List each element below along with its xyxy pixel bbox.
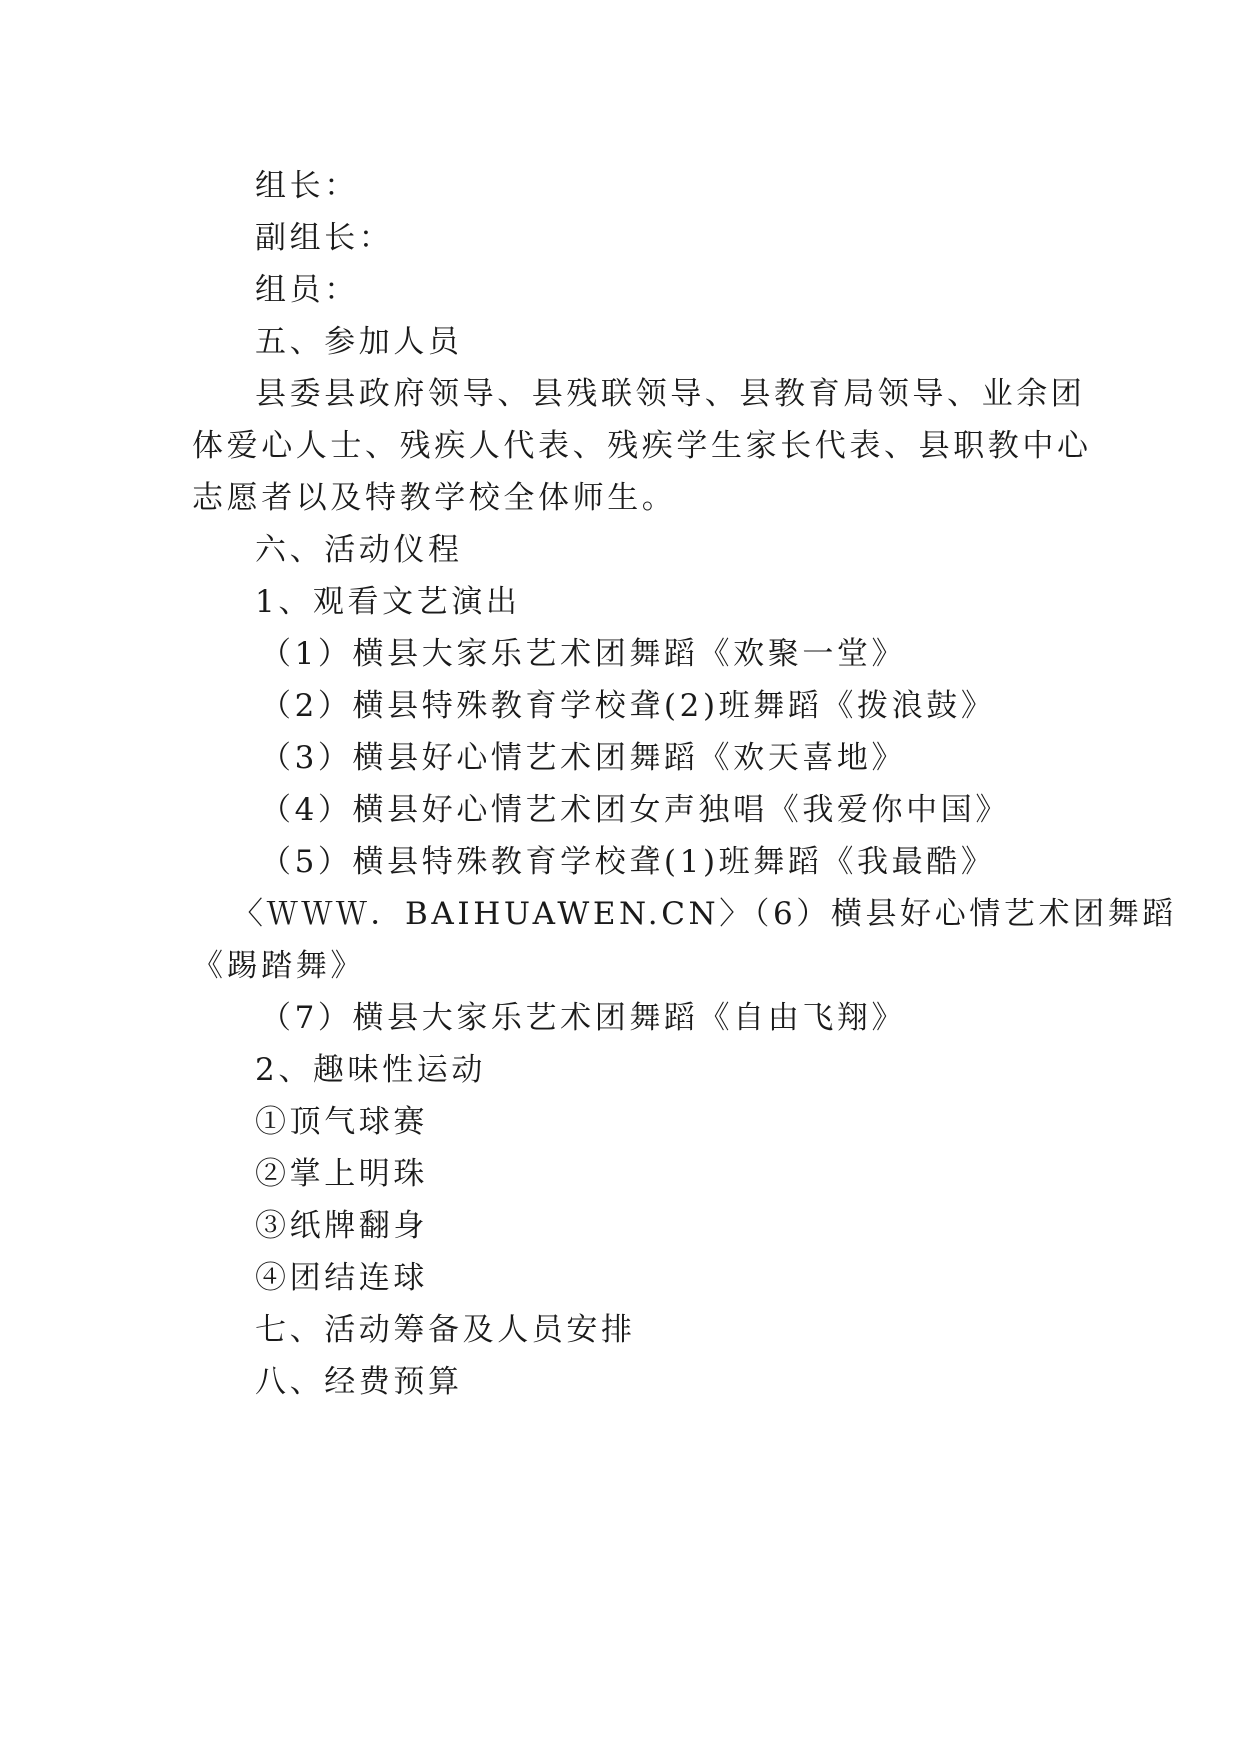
doc-list-item: （5）横县特殊教育学校聋(1)班舞蹈《我最酷》 bbox=[260, 844, 996, 880]
doc-list-item: ②掌上明珠 bbox=[255, 1156, 428, 1192]
doc-list-item-continued: 《踢踏舞》 bbox=[192, 948, 365, 984]
doc-heading-preparation: 七、活动筹备及人员安排 bbox=[255, 1312, 636, 1348]
doc-subheading-performance: 1、观看文艺演出 bbox=[255, 584, 521, 620]
doc-list-item: ③纸牌翻身 bbox=[255, 1208, 428, 1244]
doc-line-members: 组员： bbox=[255, 272, 359, 308]
doc-paragraph-line: 体爱心人士、残疾人代表、残疾学生家长代表、县职教中心 bbox=[192, 428, 1092, 464]
doc-list-item: （2）横县特殊教育学校聋(2)班舞蹈《拨浪鼓》 bbox=[260, 688, 996, 724]
doc-list-item: 〈ＷＷＷ．BAIHUAWEN.CN〉（6）横县好心情艺术团舞蹈 bbox=[232, 896, 1177, 932]
doc-list-item: （4）横县好心情艺术团女声独唱《我爱你中国》 bbox=[260, 792, 1010, 828]
doc-paragraph-line: 县委县政府领导、县残联领导、县教育局领导、业余团 bbox=[255, 376, 1086, 412]
doc-heading-participants: 五、参加人员 bbox=[255, 324, 463, 360]
doc-line-team-leader: 组长： bbox=[255, 168, 359, 204]
doc-list-item: （3）横县好心情艺术团舞蹈《欢天喜地》 bbox=[260, 740, 907, 776]
doc-line-deputy-leader: 副组长： bbox=[255, 220, 394, 256]
doc-heading-agenda: 六、活动仪程 bbox=[255, 532, 463, 568]
doc-list-item: ④团结连球 bbox=[255, 1260, 428, 1296]
doc-heading-budget: 八、经费预算 bbox=[255, 1364, 463, 1400]
doc-list-item: （7）横县大家乐艺术团舞蹈《自由飞翔》 bbox=[260, 1000, 907, 1036]
doc-list-item: ①顶气球赛 bbox=[255, 1104, 428, 1140]
doc-list-item: （1）横县大家乐艺术团舞蹈《欢聚一堂》 bbox=[260, 636, 907, 672]
doc-subheading-games: 2、趣味性运动 bbox=[255, 1052, 486, 1088]
doc-paragraph-line: 志愿者以及特教学校全体师生。 bbox=[192, 480, 677, 516]
